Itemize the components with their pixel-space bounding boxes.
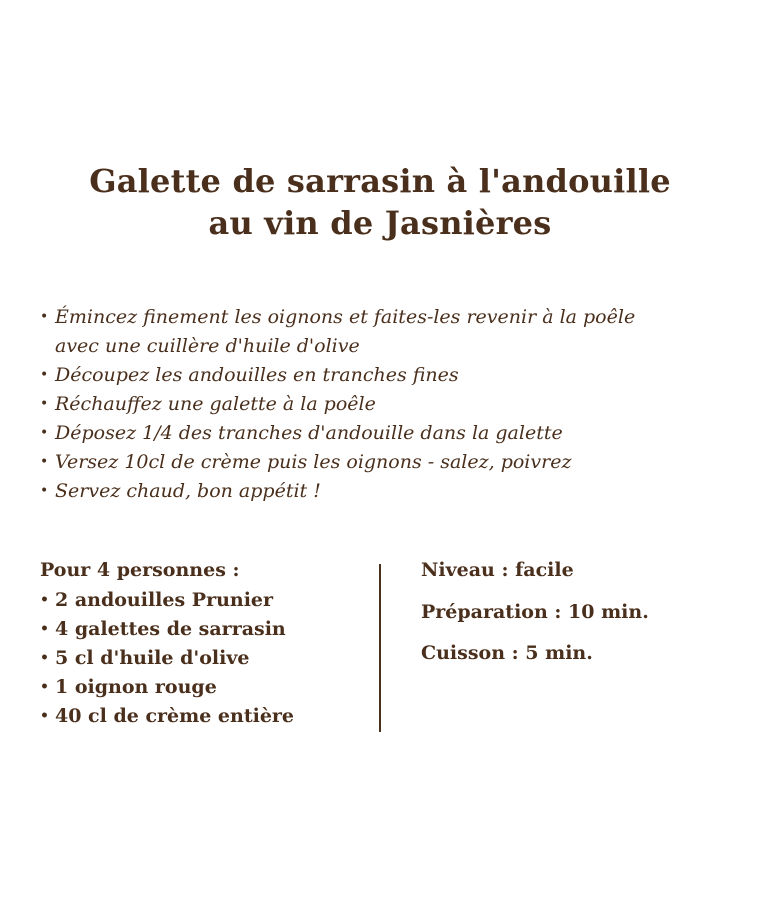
step-item: • Déposez 1/4 des tranches d'andouille dans la galette xyxy=(40,419,680,448)
recipe-title-line-2: au vin de Jasnières xyxy=(208,204,552,242)
ingredient-item: • 2 andouilles Prunier xyxy=(40,586,360,615)
preparation-steps-list xyxy=(40,303,680,506)
servings-header: Pour 4 personnes : xyxy=(40,559,240,581)
column-divider xyxy=(379,564,381,732)
ingredients-list xyxy=(40,586,360,731)
preparation-time: Préparation : 10 min. xyxy=(421,600,649,623)
step-item: • Servez chaud, bon appétit ! xyxy=(40,477,680,506)
step-item: • Versez 10cl de crème puis les oignons - salez, poivrez xyxy=(40,448,680,477)
ingredients-section xyxy=(40,556,360,731)
recipe-info-section xyxy=(421,556,721,681)
difficulty-level: Niveau : facile xyxy=(421,559,574,581)
cooking-time: Cuisson : 5 min. xyxy=(421,642,593,664)
ingredient-item: • 40 cl de crème entière xyxy=(40,702,360,731)
recipe-title-line-1: Galette de sarrasin à l'andouille xyxy=(89,162,671,200)
step-item: • Découpez les andouilles en tranches fines xyxy=(40,361,680,390)
ingredient-item: • 4 galettes de sarrasin xyxy=(40,615,360,644)
step-item: • Émincez finement les oignons et faites-les revenir à la poêle avec une cuillère d'huile d'olive xyxy=(40,303,680,361)
ingredient-item: • 1 oignon rouge xyxy=(40,673,360,702)
recipe-title xyxy=(0,160,760,244)
ingredient-item: • 5 cl d'huile d'olive xyxy=(40,644,360,673)
step-item: • Réchauffez une galette à la poêle xyxy=(40,390,680,419)
